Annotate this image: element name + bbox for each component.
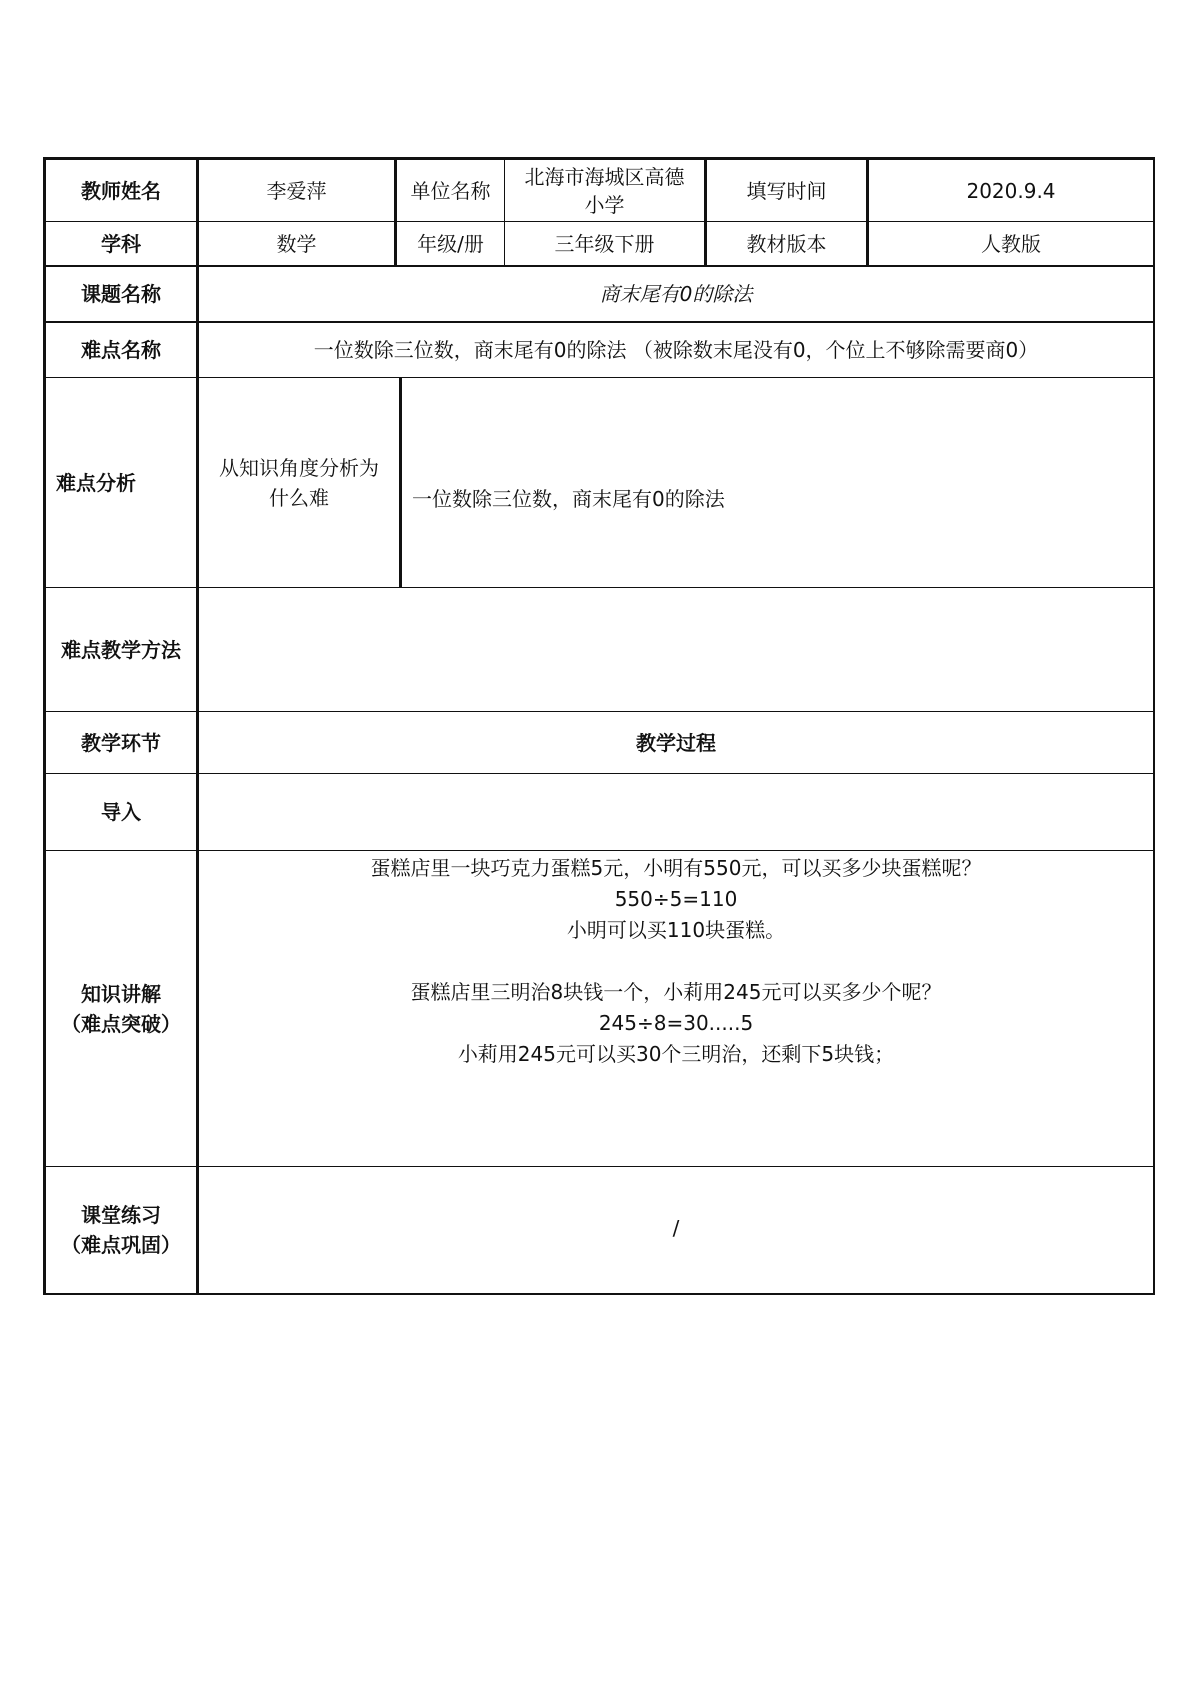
method-value	[196, 588, 1153, 711]
grade-label: 年级/册	[394, 222, 504, 265]
topic-row	[43, 267, 1155, 323]
knowledge-row	[43, 851, 1155, 1167]
practice-value: /	[196, 1167, 1153, 1293]
knowledge-line: 蛋糕店里三明治8块钱一个，小莉用245元可以买多少个呢？	[410, 980, 942, 1004]
grade-value: 三年级下册	[504, 222, 704, 265]
knowledge-lines	[199, 851, 1153, 1070]
analysis-row	[43, 378, 1155, 588]
practice-row	[43, 1167, 1155, 1295]
subject-value: 数学	[196, 222, 394, 265]
edition-value: 人教版	[866, 222, 1153, 265]
knowledge-line: 小明可以买110块蛋糕。	[566, 918, 786, 942]
difficulty-value: 一位数除三位数，商末尾有0的除法 （被除数末尾没有0，个位上不够除需要商0）	[196, 323, 1153, 377]
analysis-sub-label	[196, 378, 399, 587]
knowledge-label-line1: 知识讲解	[81, 981, 161, 1006]
knowledge-line: 小莉用245元可以买30个三明治，还剩下5块钱；	[457, 1042, 895, 1066]
intro-value	[196, 774, 1153, 850]
process-label: 教学环节	[81, 730, 161, 755]
header-row-subject	[43, 222, 1155, 267]
practice-label-line1: 课堂练习	[81, 1203, 161, 1227]
method-label: 难点教学方法	[61, 637, 181, 662]
practice-label	[46, 1167, 196, 1293]
difficulty-row	[43, 323, 1155, 378]
analysis-value: 一位数除三位数，商末尾有0的除法	[399, 378, 1153, 587]
header-row-teacher	[43, 157, 1155, 222]
date-label: 填写时间	[704, 160, 866, 221]
analysis-sub-label-line2: 什么难	[269, 485, 329, 510]
knowledge-label	[46, 851, 196, 1166]
knowledge-line	[199, 946, 1153, 977]
intro-row	[43, 774, 1155, 851]
knowledge-line: 550÷5=110	[614, 887, 738, 911]
knowledge-line: 245÷8=30.....5	[598, 1011, 754, 1035]
subject-label: 学科	[101, 231, 141, 256]
intro-label: 导入	[101, 800, 141, 824]
practice-label-line2: （难点巩固）	[61, 1233, 181, 1257]
unit-label: 单位名称	[394, 160, 504, 221]
analysis-label: 难点分析	[56, 470, 136, 495]
topic-label: 课题名称	[81, 282, 161, 306]
unit-value-line1: 北海市海城区高德	[524, 164, 685, 189]
teacher-label: 教师姓名	[81, 178, 161, 203]
method-row	[43, 588, 1155, 712]
date-value: 2020.9.4	[866, 160, 1153, 221]
edition-label: 教材版本	[704, 222, 866, 265]
analysis-sub-label-line1: 从知识角度分析为	[219, 455, 379, 480]
knowledge-content	[196, 851, 1153, 1166]
unit-value-line2: 小学	[584, 192, 625, 217]
teacher-value: 李爱萍	[196, 160, 394, 221]
process-header-row	[43, 712, 1155, 774]
knowledge-label-line2: （难点突破）	[61, 1011, 181, 1036]
difficulty-label: 难点名称	[81, 338, 161, 362]
unit-value	[504, 160, 704, 221]
topic-value: 商末尾有0的除法	[196, 267, 1153, 321]
process-value: 教学过程	[196, 712, 1153, 773]
knowledge-line: 蛋糕店里一块巧克力蛋糕5元，小明有550元，可以买多少块蛋糕呢？	[370, 856, 982, 880]
